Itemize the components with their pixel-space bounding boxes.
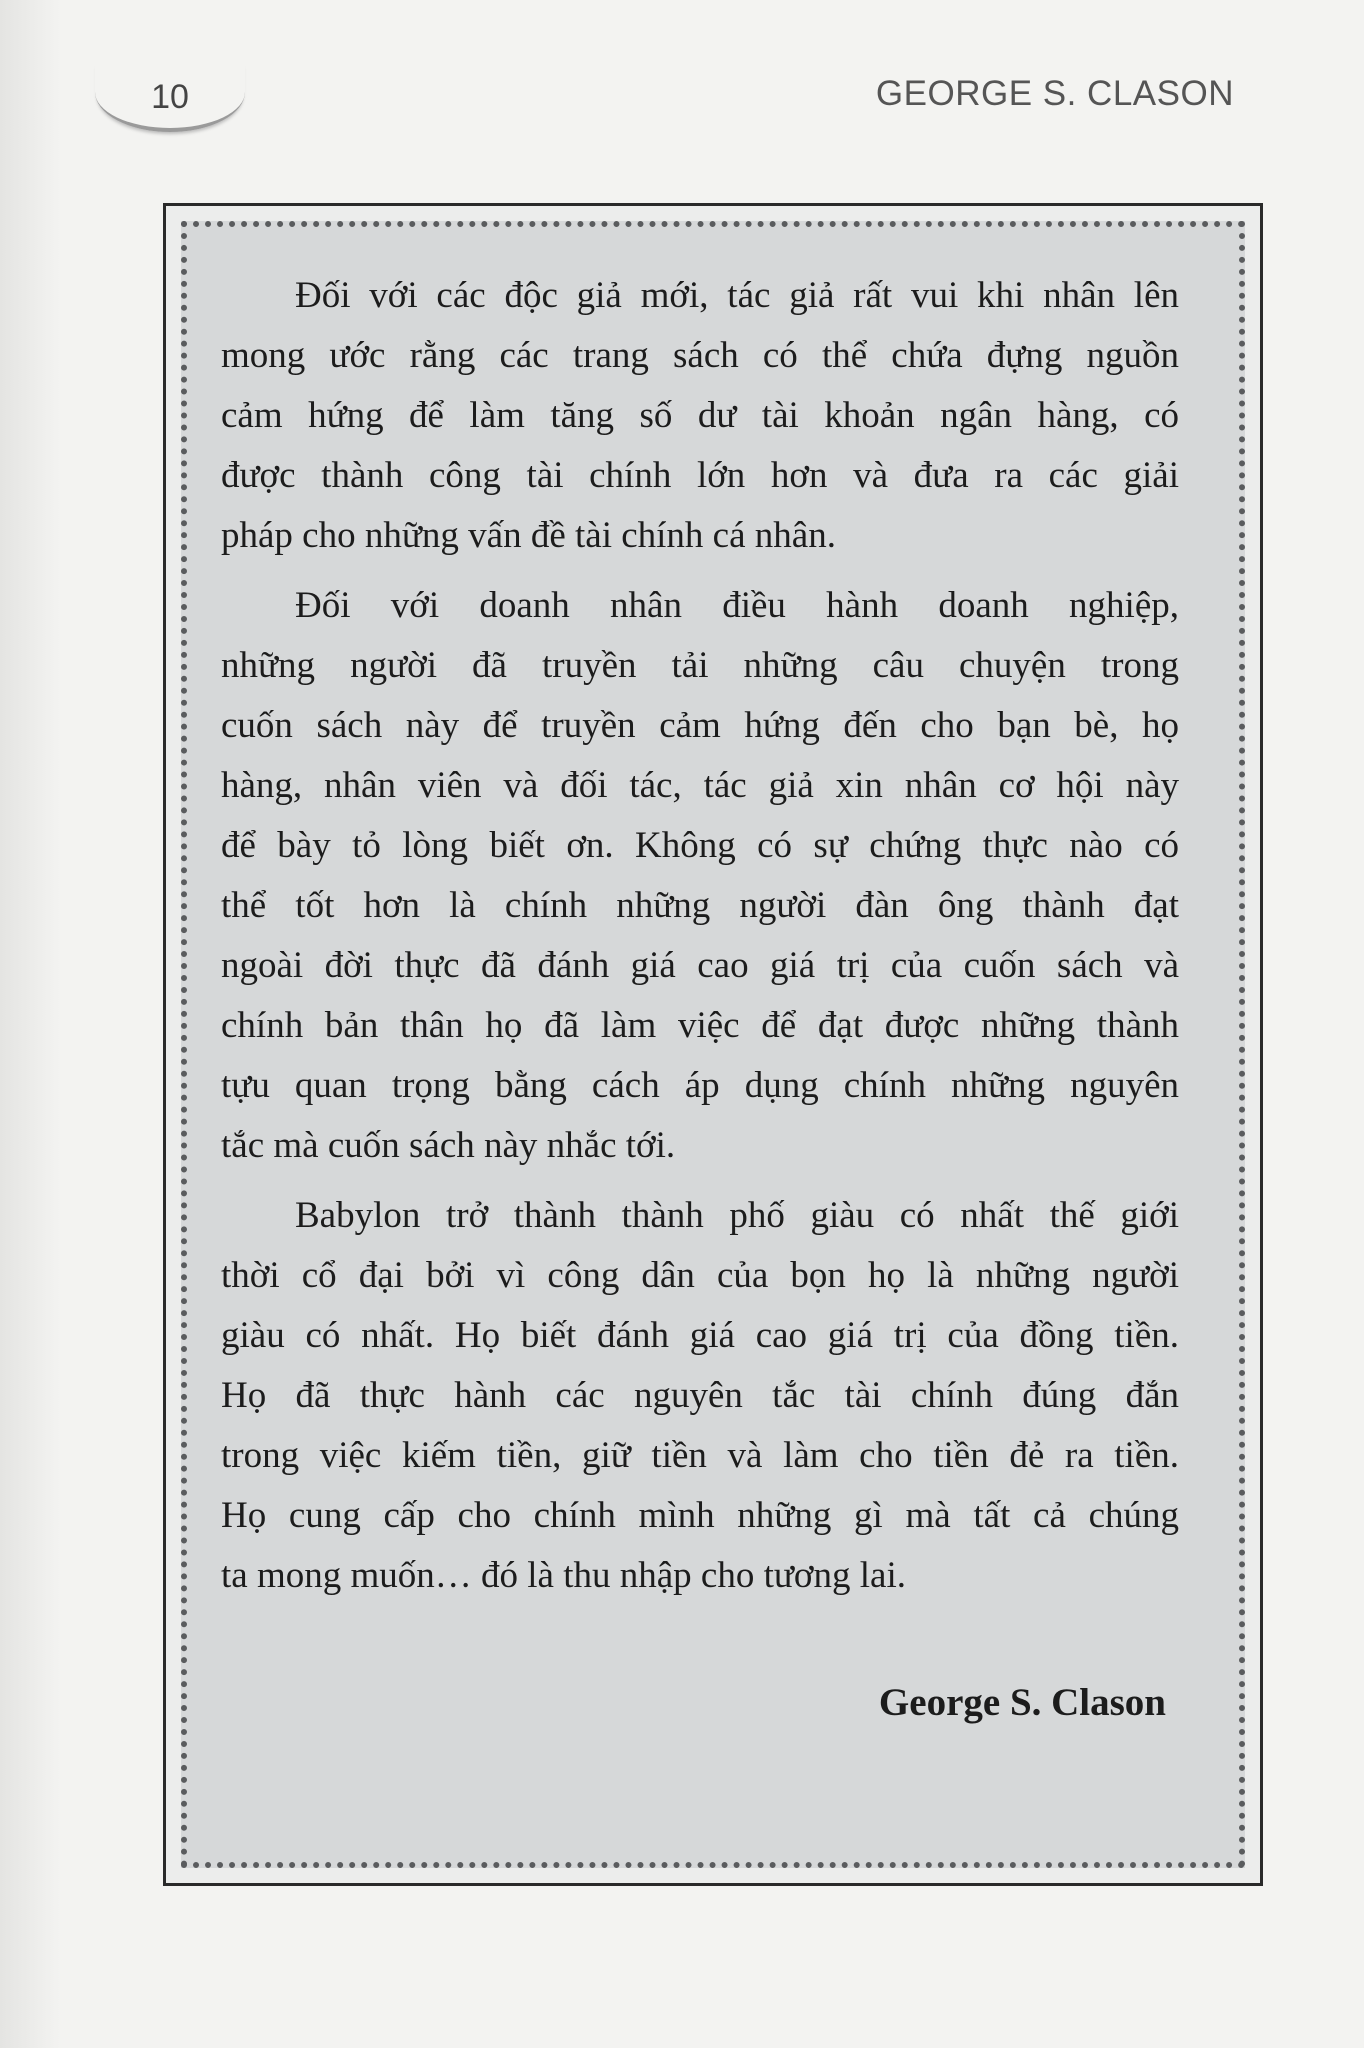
text-line: được thành công tài chính lớn hơn và đưa ra các giải [221, 455, 1179, 496]
text-line: cảm hứng để làm tăng số dư tài khoản ngân hàng, có [221, 395, 1179, 436]
text-line: chính bản thân họ đã làm việc để đạt được những thành [221, 1005, 1179, 1046]
paragraph [221, 1186, 1179, 1606]
preface-text [221, 266, 1179, 1616]
text-line: Đối với các độc giả mới, tác giả rất vui khi nhân lên [295, 275, 1179, 316]
text-line: ta mong muốn… đó là thu nhập cho tương lai. [221, 1555, 906, 1596]
text-line: pháp cho những vấn đề tài chính cá nhân. [221, 515, 836, 556]
page-number-tab [95, 62, 245, 132]
text-line: Họ cung cấp cho chính mình những gì mà tất cả chúng [221, 1495, 1179, 1536]
paragraph [221, 576, 1179, 1176]
text-line: giàu có nhất. Họ biết đánh giá cao giá trị của đồng tiền. [221, 1315, 1179, 1356]
text-line: thể tốt hơn là chính những người đàn ông thành đạt [221, 885, 1179, 926]
page-number: 10 [151, 78, 189, 116]
author-signature: George S. Clason [878, 1681, 1166, 1724]
text-line: tựu quan trọng bằng cách áp dụng chính những nguyên [221, 1065, 1179, 1106]
text-line: Đối với doanh nhân điều hành doanh nghiệp, [295, 585, 1179, 626]
paragraph [221, 266, 1179, 566]
text-line: để bày tỏ lòng biết ơn. Không có sự chứng thực nào có [221, 825, 1179, 866]
text-line: tắc mà cuốn sách này nhắc tới. [221, 1125, 676, 1166]
text-line: mong ước rằng các trang sách có thể chứa đựng nguồn [221, 335, 1179, 376]
text-line: cuốn sách này để truyền cảm hứng đến cho bạn bè, họ [221, 705, 1179, 746]
text-line: thời cổ đại bởi vì công dân của bọn họ là những người [221, 1255, 1179, 1296]
text-line: hàng, nhân viên và đối tác, tác giả xin nhân cơ hội này [221, 765, 1179, 806]
page-edge-shadow [0, 0, 60, 2048]
running-head: GEORGE S. CLASON [875, 74, 1234, 113]
text-line: Babylon trở thành thành phố giàu có nhất thế giới [295, 1195, 1179, 1236]
text-line: trong việc kiếm tiền, giữ tiền và làm cho tiền đẻ ra tiền. [221, 1435, 1179, 1476]
text-line: Họ đã thực hành các nguyên tắc tài chính đúng đắn [221, 1375, 1179, 1416]
text-line: ngoài đời thực đã đánh giá cao giá trị của cuốn sách và [221, 945, 1179, 986]
text-line: những người đã truyền tải những câu chuyện trong [221, 645, 1179, 686]
